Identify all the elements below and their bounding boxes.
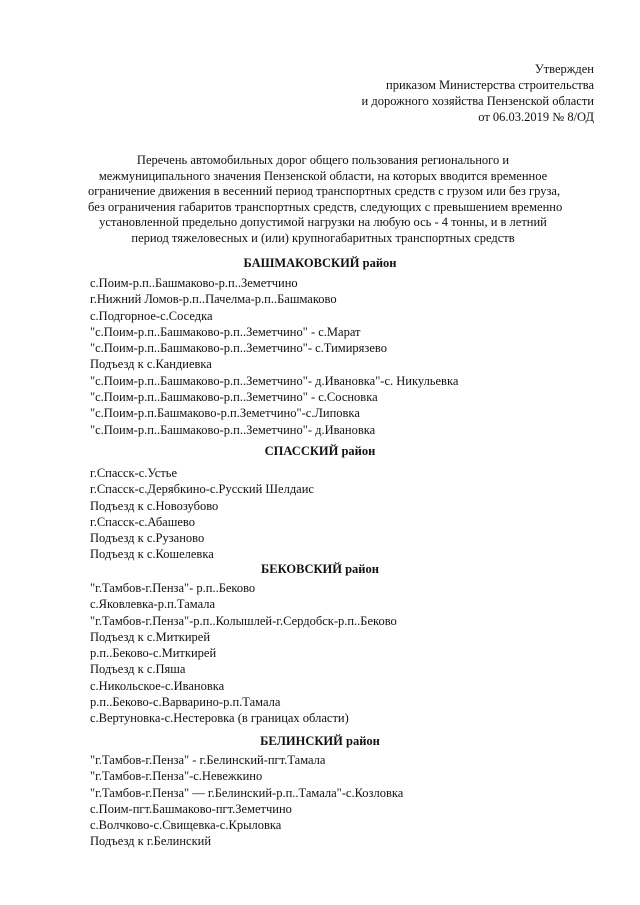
road-item: "с.Поим-р.п..Башмаково-р.п..Земетчино"- д.Ивановка"-с. Никульевка xyxy=(90,373,459,388)
road-item: Подъезд к с.Кандиевка xyxy=(90,357,212,372)
road-item: с.Вертуновка-с.Нестеровка (в границах области) xyxy=(90,711,349,726)
district-title: БЕЛИНСКИЙ район xyxy=(260,734,380,748)
road-list xyxy=(90,580,590,727)
district-title: БЕКОВСКИЙ район xyxy=(261,562,379,576)
road-item: Подъезд к с.Новозубово xyxy=(90,498,219,513)
district-title: СПАССКИЙ район xyxy=(264,444,376,458)
road-item: р.п..Беково-с.Варварино-р.п.Тамала xyxy=(90,695,281,710)
road-item: "с.Поим-р.п..Башмаково-р.п..Земетчино" - с.Сосновка xyxy=(90,390,378,405)
road-list xyxy=(90,752,590,850)
road-item: Подъезд к с.Миткирей xyxy=(90,629,211,644)
road-item: р.п..Беково-с.Миткирей xyxy=(90,646,217,661)
road-item: "с.Поим-р.п..Башмаково-р.п..Земетчино" - с.Марат xyxy=(90,324,361,339)
approval-line: приказом Министерства строительства xyxy=(386,78,594,92)
road-item: г.Спасск-с.Абашево xyxy=(90,514,195,529)
road-item: г.Спасск-с.Дерябкино-с.Русский Шелдаис xyxy=(90,482,314,497)
approval-line: и дорожного хозяйства Пензенской области xyxy=(361,94,594,108)
heading-line: Перечень автомобильных дорог общего пользования регионального и xyxy=(136,153,510,167)
road-item: "с.Поим-р.п..Башмаково-р.п..Земетчино"- с.Тимирязево xyxy=(90,341,387,356)
road-item: с.Волчково-с.Свищевка-с.Крыловка xyxy=(90,818,282,833)
road-item: "г.Тамбов-г.Пенза"- р.п..Беково xyxy=(90,581,256,595)
heading-line: установленной предельно допустимой нагрузки на любую ось - 4 тонны, и в летний xyxy=(99,215,547,229)
district-section-spassk xyxy=(90,443,590,563)
road-item: "г.Тамбов-г.Пенза"-р.п..Колышлей-г.Сердобск-р.п..Беково xyxy=(90,613,397,628)
heading-line: ограничение движения в весенний период транспортных средств с грузом или без груза, xyxy=(88,184,561,198)
road-item: "с.Поим-р.п.Башмаково-р.п.Земетчино"-с.Липовка xyxy=(90,406,360,421)
road-item: с.Поим-пгт.Башмаково-пгт.Земетчино xyxy=(90,801,292,816)
district-title: БАШМАКОВСКИЙ район xyxy=(243,256,397,270)
road-item: "г.Тамбов-г.Пенза" - г.Белинский-пгт.Тамала xyxy=(90,753,326,767)
road-item: г.Спасск-с.Устье xyxy=(90,466,178,480)
road-list xyxy=(90,465,590,563)
road-item: с.Яковлевка-р.п.Тамала xyxy=(90,597,216,612)
road-item: г.Нижний Ломов-р.п..Пачелма-р.п..Башмаково xyxy=(90,292,337,307)
road-list xyxy=(90,275,590,438)
district-section-bekovo xyxy=(90,561,590,727)
road-item: с.Никольское-с.Ивановка xyxy=(90,678,225,693)
heading-line: без ограничения габаритов транспортных средств, следующих с превышением временно xyxy=(88,199,563,214)
road-item: Подъезд к с.Рузаново xyxy=(90,531,205,546)
approval-line: Утвержден xyxy=(534,62,594,76)
road-item: с.Подгорное-с.Соседка xyxy=(90,308,213,323)
district-section-bashmakovo xyxy=(90,255,590,438)
road-item: Подъезд к с.Пяша xyxy=(90,662,186,677)
road-item: "г.Тамбов-г.Пенза"-с.Невежкино xyxy=(90,769,263,784)
approval-block xyxy=(362,61,594,125)
road-item: Подъезд к г.Белинский xyxy=(90,834,212,849)
heading-line: межмуниципального значения Пензенской области, на которых вводится временное xyxy=(98,168,548,183)
road-item: с.Поим-р.п..Башмаково-р.п..Земетчино xyxy=(90,276,298,290)
road-item: "с.Поим-р.п..Башмаково-р.п..Земетчино"- д.Ивановка xyxy=(90,422,376,437)
road-item: "г.Тамбов-г.Пенза" — г.Белинский-р.п..Тамала"-с.Козловка xyxy=(90,785,404,800)
district-section-belinsky xyxy=(90,733,590,850)
heading-line: период тяжеловесных и (или) крупногабаритных транспортных средств xyxy=(131,230,515,245)
document-heading xyxy=(88,153,563,246)
road-item: Подъезд к с.Кошелевка xyxy=(90,547,214,562)
approval-line: от 06.03.2019 № 8/ОД xyxy=(478,110,594,124)
